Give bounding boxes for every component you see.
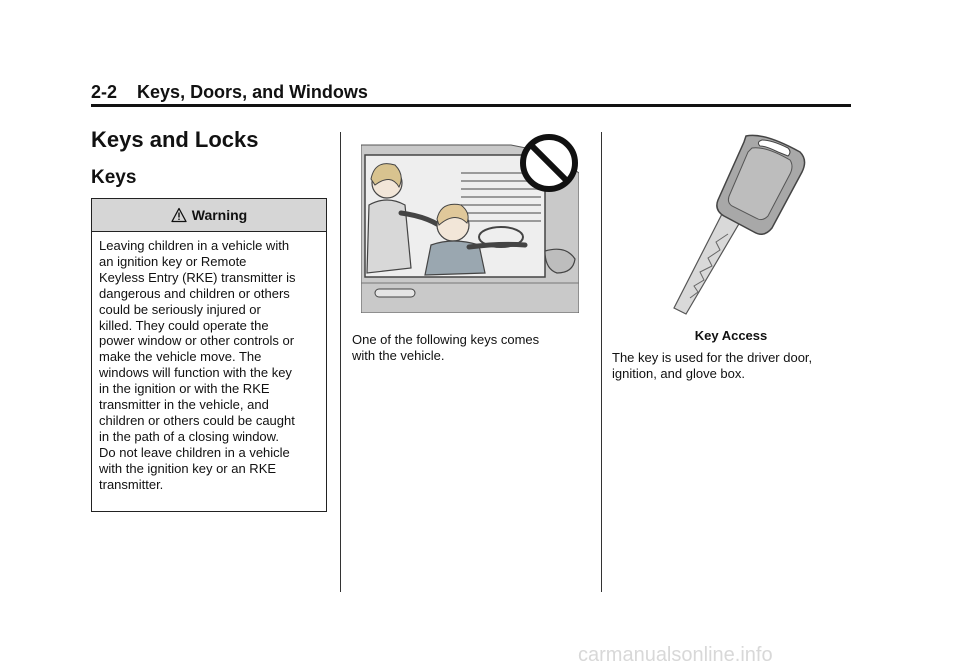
header-divider [91,104,851,107]
watermark: carmanualsonline.info [578,644,773,666]
column2-text: One of the following keys comes with the vehicle. [352,332,540,363]
main-heading: Keys and Locks [91,127,259,152]
page-number: 2-2 [91,82,118,102]
section-title: Keys, Doors, and Windows [137,82,368,102]
column-divider [601,132,602,592]
warning-label: Warning [191,207,248,223]
warning-text: Leaving children in a vehicle with an ignition key or Remote Keyless Entry (RKE) transmitter is dangerous and children or others could be seriously injured or killed. They could operate the power window or other controls or make the vehicle move. The windows will function with the key in the ignition or with the RKE transmitter in the vehicle, and children or others could be caught in the path of a closing window. Do not leave children in a vehicle with the ignition key or an RKE transmitter. [99,238,296,492]
vehicle-key-illustration [668,130,808,320]
prohibited-icon [523,137,575,189]
sub-heading: Keys [91,167,137,188]
children-in-car-illustration [361,133,579,313]
warning-triangle-icon [171,207,187,223]
column3-text: The key is used for the driver door, ignition, and glove box. [612,350,813,381]
column-divider [340,132,341,592]
warning-header [92,199,326,232]
page-header [91,82,368,103]
warning-box [91,198,327,512]
figure-caption: Key Access [694,328,768,343]
